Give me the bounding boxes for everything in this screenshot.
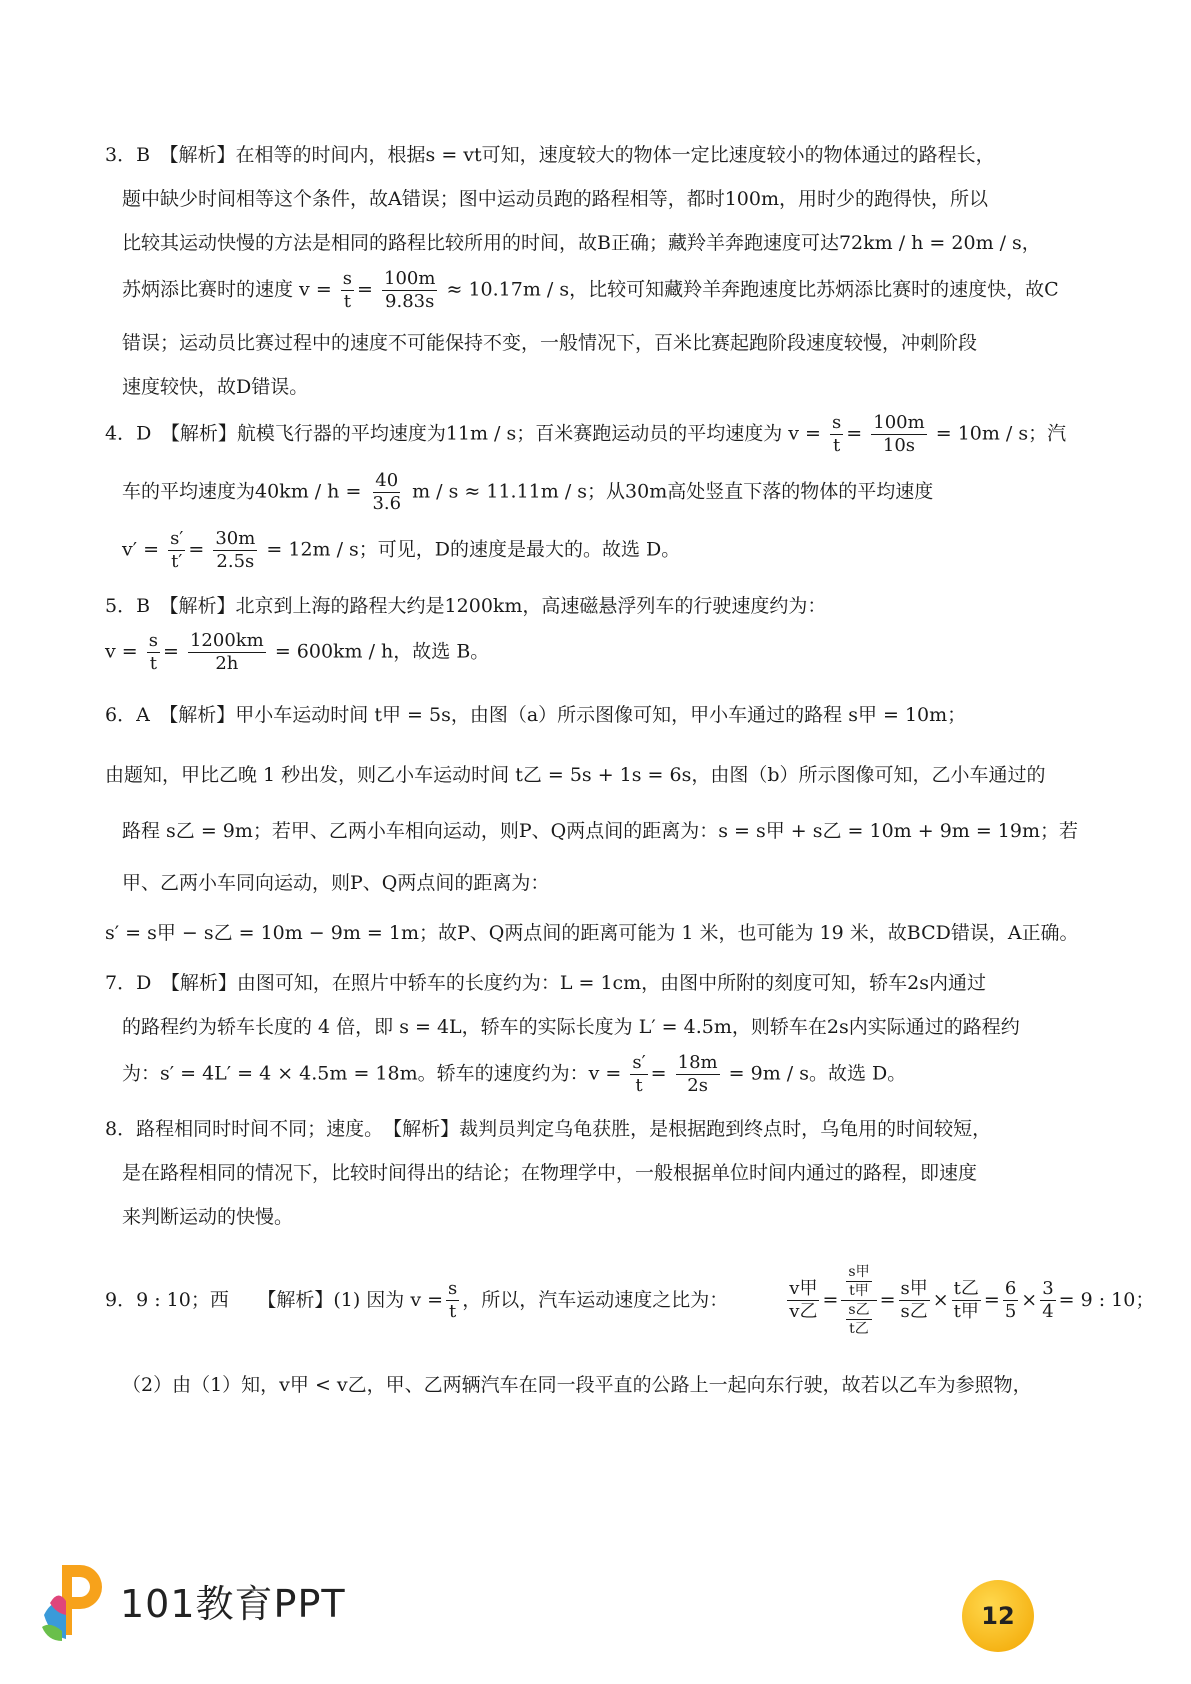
q5-line2: v = $\frac{s}{t}$ = $\frac{1200km}{2h}$ = 600km / h，故选 B。 (105, 630, 490, 674)
fraction: $\frac{\text{s甲}}{\text{s乙}}$ (900, 1277, 928, 1322)
q8-line3: 来判断运动的快慢。 (122, 1206, 294, 1228)
q3-line6: 速度较快，故D错误。 (122, 376, 309, 398)
page-number-badge: 12 (962, 1580, 1034, 1652)
fraction: $\frac{40}{3.6}$ (372, 470, 402, 514)
fraction: $\frac{s'}{t'}$ (170, 528, 184, 572)
fraction: $\frac{30m}{2.5s}$ (215, 528, 256, 572)
q9-line1: 9．9 : 10；西 【解析】(1) 因为 v = $\frac{s}{t}$ ，所以，汽车运动速度之比为： $\frac{\text{v甲}}{\text{v乙}}$ = $\frac{\frac{\text{s甲}}{\text{t甲}}}{\frac{\text{s乙}}{\text{t乙}}}$ = $\frac{\text{s甲}}{\text{s乙}}$ × $\frac{\text{t乙}}{\text{t甲}}$ = $\frac{6}{5}$ × $\frac{3}{4}$ = 9 : 10； (105, 1263, 1155, 1337)
q6-line4: 甲、乙两小车同向运动，则P、Q两点间的距离为： (122, 872, 550, 894)
q8-line2: 是在路程相同的情况下，比较时间得出的结论；在物理学中，一般根据单位时间内通过的路程，即速度 (122, 1162, 978, 1184)
q3-line2: 题中缺少时间相等这个条件，故A错误；图中运动员跑的路程相等，都时100m，用时少的跑得快，所以 (122, 188, 989, 210)
q3-line3: 比较其运动快慢的方法是相同的路程比较所用的时间，故B正确；藏羚羊奔跑速度可达72km / h = 20m / s， (122, 232, 1041, 254)
brand-logo-icon (40, 1555, 110, 1645)
fraction: $\frac{\text{t乙}}{\text{t甲}}$ (953, 1277, 979, 1322)
fraction: $\frac{s'}{t}$ (632, 1052, 646, 1096)
fraction: $\frac{3}{4}$ (1042, 1277, 1054, 1322)
q3-line4: 苏炳添比赛时的速度 v = $\frac{s}{t}$ = $\frac{100m}{9.83s}$ ≈ 10.17m / s，比较可知藏羚羊奔跑速度比苏炳添比赛时的速度快，故C (122, 268, 1059, 312)
brand-name: 101教育PPT (120, 1581, 346, 1626)
q6-line2: 由题知，甲比乙晚 1 秒出发，则乙小车运动时间 t乙 = 5s + 1s = 6s，由图（b）所示图像可知，乙小车通过的 (105, 764, 1046, 786)
nested-fraction: $\frac{\frac{\text{s甲}}{\text{t甲}}}{\frac{\text{s乙}}{\text{t乙}}}$ (841, 1265, 876, 1336)
fraction: $\frac{s}{t}$ (832, 412, 842, 456)
fraction: $\frac{6}{5}$ (1004, 1277, 1017, 1322)
q9-line2: （2）由（1）知，v甲 < v乙，甲、乙两辆汽车在同一段平直的公路上一起向东行驶，故若以乙车为参照物， (122, 1374, 1032, 1396)
fraction: $\frac{1200km}{2h}$ (189, 630, 264, 674)
q6-line1: 6．A 【解析】甲小车运动时间 t甲 = 5s，由图（a）所示图像可知，甲小车通过的路程 s甲 = 10m； (105, 704, 967, 726)
q7-line1: 7．D 【解析】由图可知，在照片中轿车的长度约为：L = 1cm，由图中所附的刻度可知，轿车2s内通过 (105, 972, 987, 994)
fraction: $\frac{s}{t}$ (148, 630, 158, 674)
q8-line1: 8．路程相同时时间不同；速度。 【解析】裁判员判定乌龟获胜，是根据跑到终点时，乌龟用的时间较短， (105, 1118, 992, 1140)
q4-line1: 4．D 【解析】航模飞行器的平均速度为11m / s；百米赛跑运动员的平均速度为 v = $\frac{s}{t}$ = $\frac{100m}{10s}$ = 10m / s；汽 (105, 412, 1067, 456)
fraction: $\frac{s}{t}$ (342, 268, 353, 312)
q6-line3: 路程 s乙 = 9m；若甲、乙两小车相向运动，则P、Q两点间的距离为：s = s甲 + s乙 = 10m + 9m = 19m；若 (122, 820, 1078, 842)
q5-line1: 5．B 【解析】北京到上海的路程大约是1200km，高速磁悬浮列车的行驶速度约为： (105, 595, 827, 617)
q7-line2: 的路程约为轿车长度的 4 倍，即 s = 4L，轿车的实际长度为 L′ = 4.5m，则轿车在2s内实际通过的路程约 (122, 1016, 1020, 1038)
fraction: $\frac{18m}{2s}$ (677, 1052, 718, 1096)
q3-line1: 3．B 【解析】在相等的时间内，根据s = vt可知，速度较大的物体一定比速度较小的物体通过的路程长， (105, 144, 995, 166)
footer-logo (40, 1555, 346, 1645)
fraction: $\frac{\text{v甲}}{\text{v乙}}$ (789, 1277, 818, 1322)
q3-line5: 错误；运动员比赛过程中的速度不可能保持不变，一般情况下，百米比赛起跑阶段速度较慢，冲刺阶段 (122, 332, 978, 354)
q6-line5: s′ = s甲 − s乙 = 10m − 9m = 1m；故P、Q两点间的距离可能为 1 米，也可能为 19 米，故BCD错误，A正确。 (105, 922, 1079, 944)
fraction: $\frac{100m}{10s}$ (873, 412, 925, 456)
q4-line3: v′ = $\frac{s'}{t'}$ = $\frac{30m}{2.5s}$ = 12m / s；可见，D的速度是最大的。故选 D。 (122, 528, 681, 572)
q7-line3: 为：s′ = 4L′ = 4 × 4.5m = 18m。轿车的速度约为：v = $\frac{s'}{t}$ = $\frac{18m}{2s}$ = 9m / s。故选 D。 (122, 1052, 907, 1096)
fraction: $\frac{100m}{9.83s}$ (384, 268, 436, 312)
fraction: $\frac{s}{t}$ (448, 1277, 458, 1322)
q4-line2: 车的平均速度为40km / h = $\frac{40}{3.6}$ m / s ≈ 11.11m / s；从30m高处竖直下落的物体的平均速度 (122, 470, 934, 514)
